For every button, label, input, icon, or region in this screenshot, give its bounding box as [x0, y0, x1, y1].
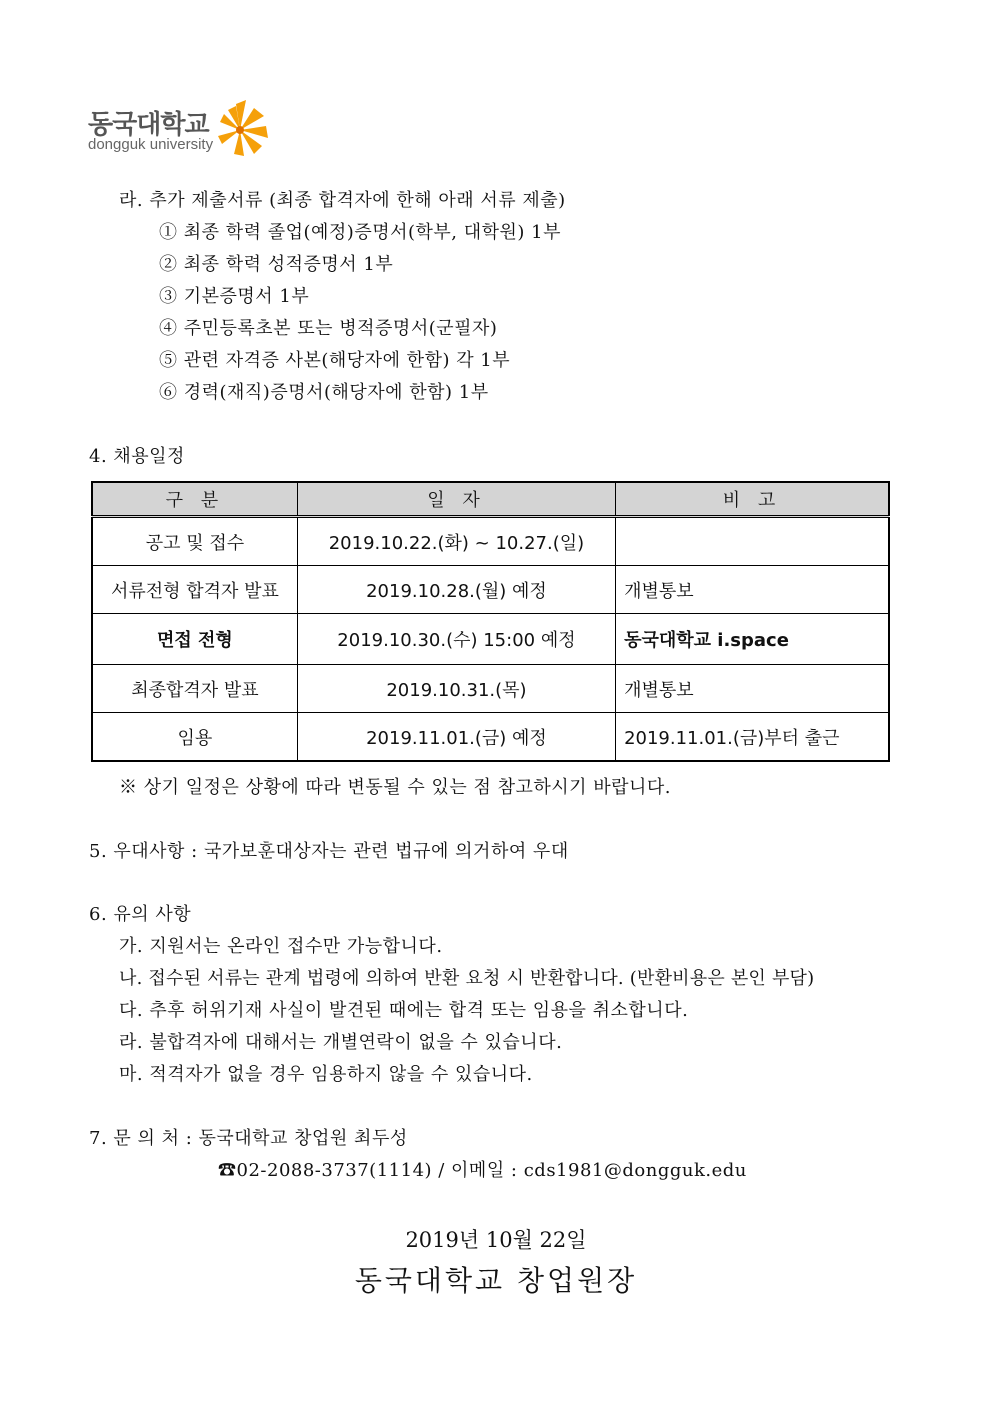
section-ra-item-6: ⑥ 경력(재직)증명서(해당자에 한함) 1부: [159, 382, 489, 403]
contact-info: ☎02-2088-3737(1114) / 이메일 : cds1981@dongguk.edu: [218, 1160, 747, 1181]
schedule-table: [91, 481, 890, 762]
table-row: [92, 566, 889, 614]
row-date: 2019.10.22.(화) ~ 10.27.(일): [297, 517, 615, 566]
section5-text: 5. 우대사항 : 국가보훈대상자는 관련 법규에 의거하여 우대: [89, 841, 569, 862]
schedule-note: ※ 상기 일정은 상황에 따라 변동될 수 있는 점 참고하시기 바랍니다.: [119, 777, 672, 798]
section6-heading: 6. 유의 사항: [89, 904, 192, 925]
section-ra-item-5: ⑤ 관련 자격증 사본(해당자에 한함) 각 1부: [159, 350, 511, 371]
section6-item-5: 마. 적격자가 없을 경우 임용하지 않을 수 있습니다.: [119, 1064, 533, 1085]
section4-heading: 4. 채용일정: [89, 446, 185, 467]
row-remark: 개별통보: [616, 566, 889, 614]
section-ra-item-4: ④ 주민등록초본 또는 병적증명서(군필자): [159, 318, 498, 339]
signature: 동국대학교 창업원장: [354, 1264, 638, 1297]
header-date: 일 자: [297, 482, 615, 517]
document-date: 2019년 10월 22일: [405, 1228, 587, 1252]
section6-item-3: 다. 추후 허위기재 사실이 발견된 때에는 합격 또는 임용을 취소합니다.: [119, 1000, 689, 1021]
logo-name-kr: 동국대학교: [88, 110, 209, 140]
section-ra-item-1: ① 최종 학력 졸업(예정)증명서(학부, 대학원) 1부: [159, 222, 561, 243]
row-remark: 개별통보: [616, 665, 889, 713]
row-remark: 2019.11.01.(금)부터 출근: [616, 713, 889, 762]
logo-name-en: dongguk university: [88, 136, 214, 153]
row-date: 2019.10.31.(목): [297, 665, 615, 713]
row-remark: [616, 517, 889, 566]
row-category: 공고 및 접수: [92, 517, 297, 566]
row-remark: 동국대학교 i.space: [616, 614, 889, 665]
university-logo: [88, 96, 288, 166]
section7-heading: 7. 문 의 처 : 동국대학교 창업원 최두성: [89, 1128, 408, 1149]
table-row: [92, 614, 889, 665]
header-remark: 비 고: [616, 482, 889, 517]
row-category: 면접 전형: [92, 614, 297, 665]
header-category: 구 분: [92, 482, 297, 517]
table-row: [92, 713, 889, 762]
section-ra-item-2: ② 최종 학력 성적증명서 1부: [159, 254, 394, 275]
table-header-row: [92, 482, 889, 517]
section-ra-item-3: ③ 기본증명서 1부: [159, 286, 310, 307]
section6-item-4: 라. 불합격자에 대해서는 개별연락이 없을 수 있습니다.: [119, 1032, 563, 1053]
row-date: 2019.10.28.(월) 예정: [297, 566, 615, 614]
row-date: 2019.10.30.(수) 15:00 예정: [297, 614, 615, 665]
row-date: 2019.11.01.(금) 예정: [297, 713, 615, 762]
logo-flame-icon: [216, 96, 280, 160]
row-category: 최종합격자 발표: [92, 665, 297, 713]
section6-item-2: 나. 접수된 서류는 관계 법령에 의하여 반환 요청 시 반환합니다. (반환비용은 본인 부담): [119, 968, 815, 989]
table-row: [92, 517, 889, 566]
table-row: [92, 665, 889, 713]
row-category: 서류전형 합격자 발표: [92, 566, 297, 614]
section-ra-heading: 라. 추가 제출서류 (최종 합격자에 한해 아래 서류 제출): [119, 190, 566, 211]
section6-item-1: 가. 지원서는 온라인 접수만 가능합니다.: [119, 936, 443, 957]
row-category: 임용: [92, 713, 297, 762]
